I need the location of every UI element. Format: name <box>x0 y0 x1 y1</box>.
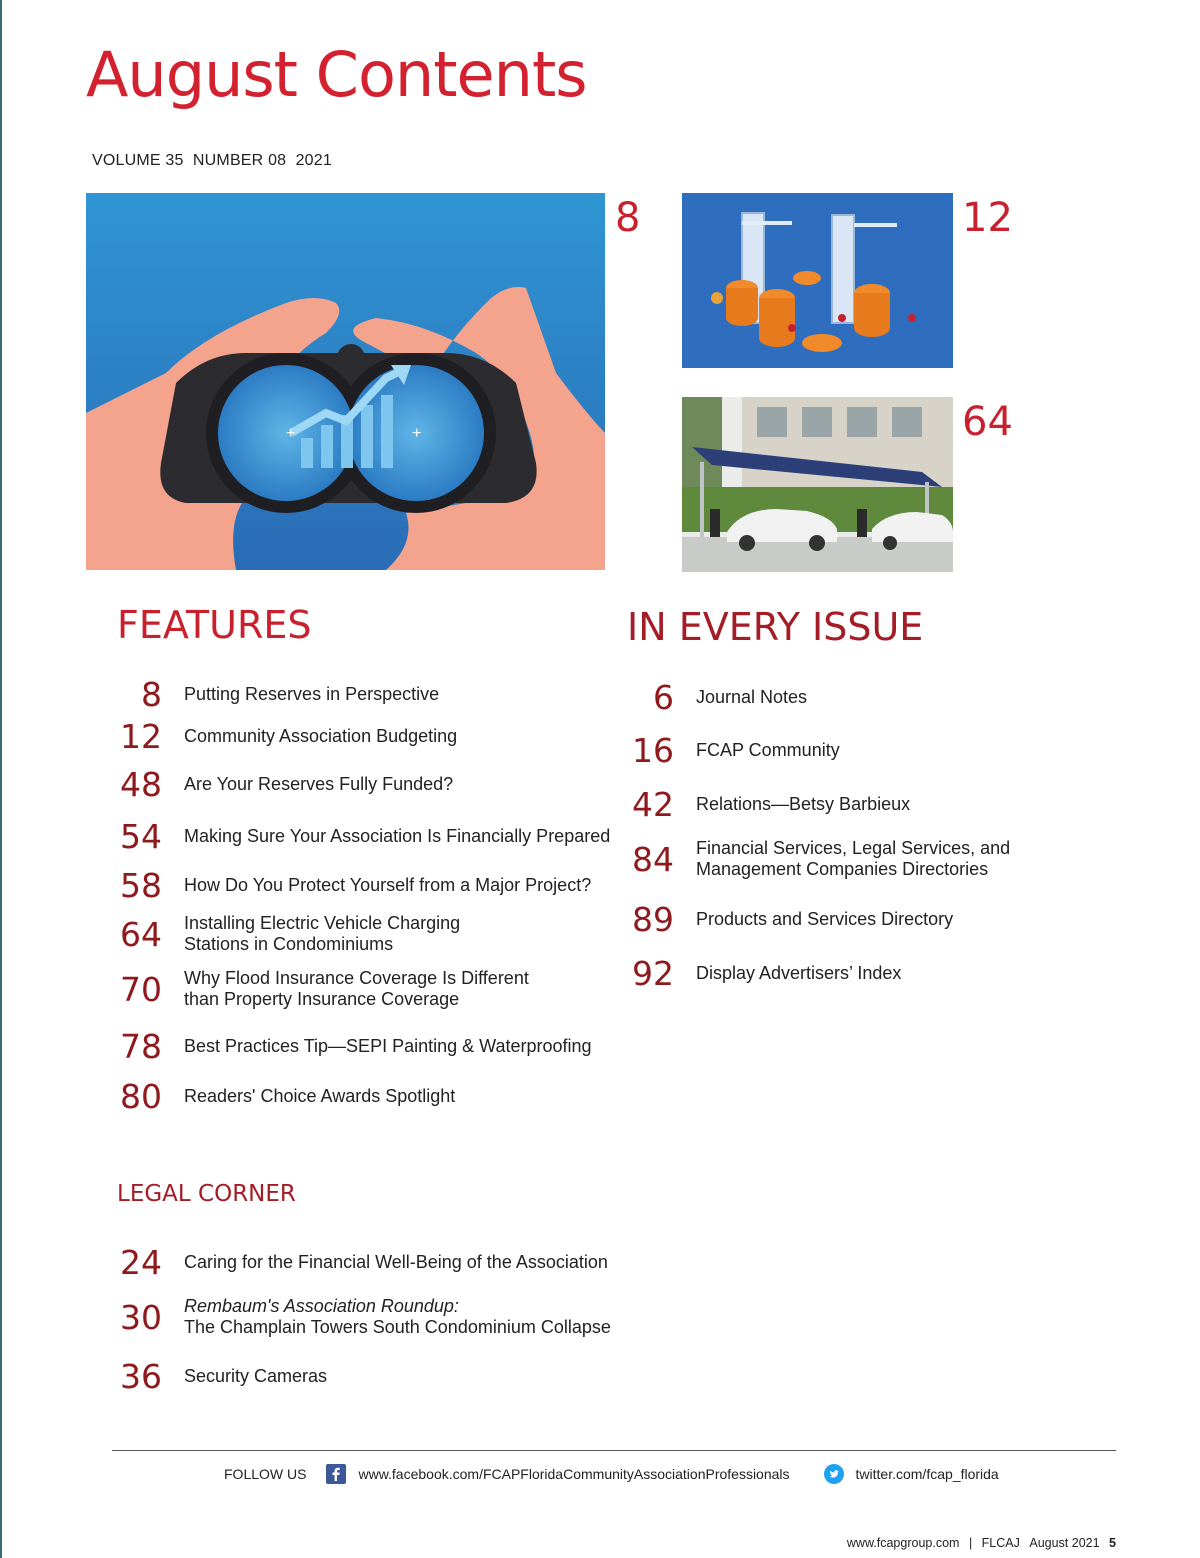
page-title: August Contents <box>86 38 587 111</box>
toc-entry-title: Financial Services, Legal Services, and <box>696 838 1011 858</box>
folio-date: August 2021 <box>1029 1536 1100 1550</box>
toc-entry-title: Are Your Reserves Fully Funded? <box>184 774 454 794</box>
facebook-icon[interactable] <box>326 1464 346 1484</box>
toc-entry-title: Products and Services Directory <box>696 909 954 929</box>
toc-page-number: 12 <box>120 717 162 756</box>
twitter-icon[interactable] <box>824 1464 844 1484</box>
volume-info: VOLUME 35 NUMBER 08 2021 <box>92 152 332 169</box>
toc-entry-title: Stations in Condominiums <box>184 934 394 954</box>
toc-entry[interactable] <box>104 1243 608 1282</box>
toc-entry[interactable] <box>104 1296 611 1338</box>
twitter-link[interactable]: twitter.com/fcap_florida <box>855 1466 999 1482</box>
toc-entry-title: Journal Notes <box>696 687 808 707</box>
every-issue-heading: IN EVERY ISSUE <box>627 605 924 649</box>
toc-entry[interactable] <box>104 1027 592 1066</box>
page-folio <box>847 1536 1116 1550</box>
toc-page-number: 92 <box>632 954 674 993</box>
toc-page-number: 6 <box>653 678 674 717</box>
toc-entry[interactable] <box>616 838 1010 880</box>
toc-page-number: 89 <box>632 900 674 939</box>
svg-text:+: + <box>286 425 296 442</box>
toc-entry-title: Making Sure Your Association Is Financially Prepared <box>184 826 611 846</box>
toc-entry-title: Display Advertisers’ Index <box>696 963 902 983</box>
toc-entry[interactable] <box>104 866 592 905</box>
toc-entry[interactable] <box>104 717 458 756</box>
toc-entry-title: than Property Insurance Coverage <box>184 989 460 1009</box>
toc-entry-title: Community Association Budgeting <box>184 726 458 746</box>
toc-entry[interactable] <box>104 968 529 1010</box>
folio-page-number: 5 <box>1109 1536 1116 1550</box>
legal-corner-heading: LEGAL CORNER <box>117 1181 296 1207</box>
folio-site: www.fcapgroup.com <box>846 1536 960 1550</box>
toc-entry[interactable] <box>616 900 954 939</box>
toc-entry[interactable] <box>616 954 902 993</box>
follow-us-label: FOLLOW US <box>224 1466 307 1482</box>
image-page-number: 12 <box>962 195 1013 241</box>
toc-entry[interactable] <box>616 678 808 717</box>
image-page-number: 64 <box>962 399 1013 445</box>
binoculars-illustration <box>86 193 605 570</box>
toc-entry-title: Caring for the Financial Well-Being of the Association <box>184 1252 608 1272</box>
footer-follow-row <box>224 1464 999 1484</box>
toc-entry[interactable] <box>104 675 440 714</box>
toc-page-number: 42 <box>632 785 674 824</box>
toc-page-number: 70 <box>120 969 162 1009</box>
toc-entry-title: Why Flood Insurance Coverage Is Different <box>184 968 529 988</box>
page-edge-strip <box>0 0 2 1558</box>
toc-page-number: 30 <box>120 1297 162 1337</box>
features-heading: FEATURES <box>117 603 312 647</box>
toc-entry-title: Best Practices Tip—SEPI Painting & Waterproofing <box>184 1036 592 1056</box>
toc-entry-title: FCAP Community <box>696 740 840 760</box>
toc-entry[interactable] <box>104 817 611 856</box>
toc-entry[interactable] <box>104 1077 456 1116</box>
toc-page-number: 78 <box>120 1027 162 1066</box>
toc-entry[interactable] <box>616 785 911 824</box>
folio-publication: FLCAJ <box>981 1536 1020 1550</box>
footer-divider <box>112 1450 1116 1451</box>
toc-page-number: 58 <box>120 866 162 905</box>
folio-separator: | <box>968 1536 973 1550</box>
toc-entry[interactable] <box>104 765 454 804</box>
toc-entry-title: Readers' Choice Awards Spotlight <box>184 1086 456 1106</box>
toc-page-number: 80 <box>120 1077 162 1116</box>
toc-entry[interactable] <box>104 913 460 955</box>
image-page-number: 8 <box>615 195 641 241</box>
toc-page-number: 54 <box>120 817 162 856</box>
toc-entry-title: Relations—Betsy Barbieux <box>696 794 911 814</box>
toc-page-number: 24 <box>120 1243 162 1282</box>
toc-entry[interactable] <box>616 731 840 770</box>
toc-entry-kicker: Rembaum's Association Roundup: <box>184 1296 459 1316</box>
toc-page-number: 16 <box>632 731 674 770</box>
toc-entry-title: The Champlain Towers South Condominium Collapse <box>184 1317 611 1337</box>
toc-page-number: 48 <box>120 765 162 804</box>
construction-coins-illustration <box>682 193 953 368</box>
toc-page-number: 84 <box>632 839 674 879</box>
facebook-link[interactable]: www.facebook.com/FCAPFloridaCommunityAssociationProfessionals <box>358 1466 790 1482</box>
toc-entry-title: How Do You Protect Yourself from a Major Project? <box>184 875 592 895</box>
toc-entry-title: Management Companies Directories <box>696 859 989 879</box>
toc-entry-title: Putting Reserves in Perspective <box>184 684 440 704</box>
toc-page-number: 64 <box>120 914 162 954</box>
toc-page-number: 36 <box>120 1357 162 1396</box>
toc-entry-title: Installing Electric Vehicle Charging <box>184 913 461 933</box>
toc-entry[interactable] <box>104 1357 328 1396</box>
svg-text:+: + <box>412 425 422 442</box>
toc-entry-title: Security Cameras <box>184 1366 328 1386</box>
toc-page-number: 8 <box>141 675 162 714</box>
ev-charging-photo <box>682 397 953 572</box>
